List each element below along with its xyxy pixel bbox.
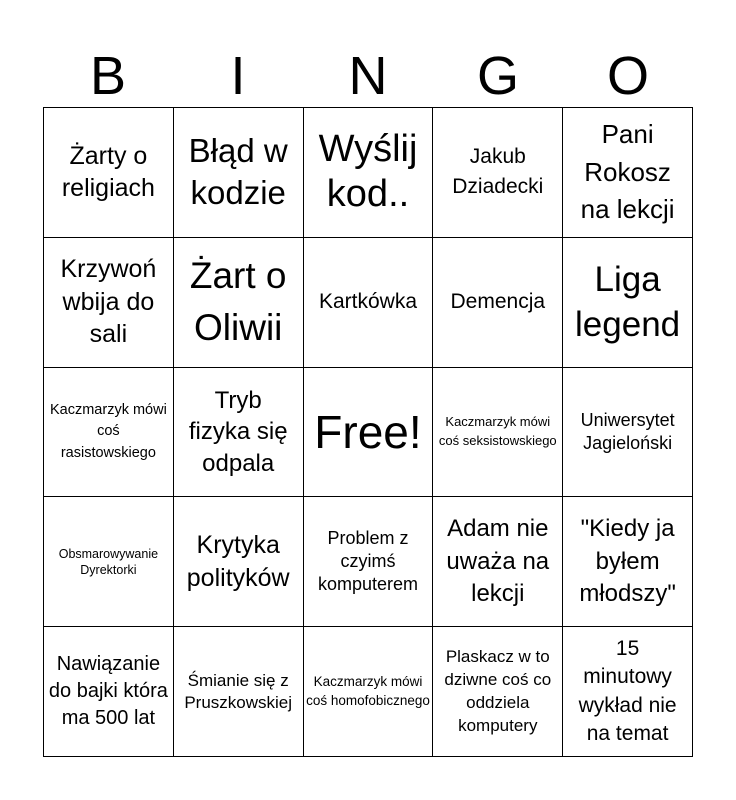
header-letter-i: I	[230, 46, 246, 106]
bingo-cell-2-5[interactable]: Liga legend	[563, 238, 693, 368]
bingo-cell-3-4[interactable]: Kaczmarzyk mówi coś seksistowskiego	[433, 368, 563, 498]
bingo-cell-3-2[interactable]: Tryb fizyka się odpala	[174, 368, 304, 498]
bingo-cell-4-2[interactable]: Krytyka polityków	[174, 497, 304, 627]
bingo-cell-1-1[interactable]: Żarty o religiach	[44, 108, 174, 238]
bingo-cell-1-3[interactable]: Wyślij kod..	[304, 108, 434, 238]
bingo-cell-2-4[interactable]: Demencja	[433, 238, 563, 368]
bingo-header	[43, 44, 693, 108]
bingo-cell-1-4[interactable]: Jakub Dziadecki	[433, 108, 563, 238]
header-letter-o: O	[606, 46, 649, 106]
bingo-cell-4-5[interactable]: "Kiedy ja byłem młodszy"	[563, 497, 693, 627]
bingo-cell-5-2[interactable]: Śmianie się z Pruszkowskiej	[174, 627, 304, 757]
bingo-cell-2-2[interactable]: Żart o Oliwii	[174, 238, 304, 368]
bingo-cell-5-5[interactable]: 15 minutowy wykład nie na temat	[563, 627, 693, 757]
bingo-cell-4-4[interactable]: Adam nie uważa na lekcji	[433, 497, 563, 627]
bingo-cell-2-3[interactable]: Kartkówka	[304, 238, 434, 368]
bingo-cell-5-3[interactable]: Kaczmarzyk mówi coś homofobicznego	[304, 627, 434, 757]
bingo-cell-5-4[interactable]: Plaskacz w to dziwne coś co oddziela komputery	[433, 627, 563, 757]
bingo-cell-free[interactable]: Free!	[304, 368, 434, 498]
bingo-cell-3-5[interactable]: Uniwersytet Jagieloński	[563, 368, 693, 498]
bingo-cell-1-2[interactable]: Błąd w kodzie	[174, 108, 304, 238]
bingo-grid	[43, 107, 693, 757]
bingo-cell-4-1[interactable]: Obsmarowywanie Dyrektorki	[44, 497, 174, 627]
bingo-cell-5-1[interactable]: Nawiązanie do bajki która ma 500 lat	[44, 627, 174, 757]
bingo-cell-1-5[interactable]: Pani Rokosz na lekcji	[563, 108, 693, 238]
bingo-cell-4-3[interactable]: Problem z czyimś komputerem	[304, 497, 434, 627]
header-letter-n: N	[348, 46, 388, 106]
header-letter-b: B	[89, 46, 127, 106]
bingo-cell-3-1[interactable]: Kaczmarzyk mówi coś rasistowskiego	[44, 368, 174, 498]
header-letter-g: G	[476, 46, 519, 106]
bingo-cell-2-1[interactable]: Krzywoń wbija do sali	[44, 238, 174, 368]
